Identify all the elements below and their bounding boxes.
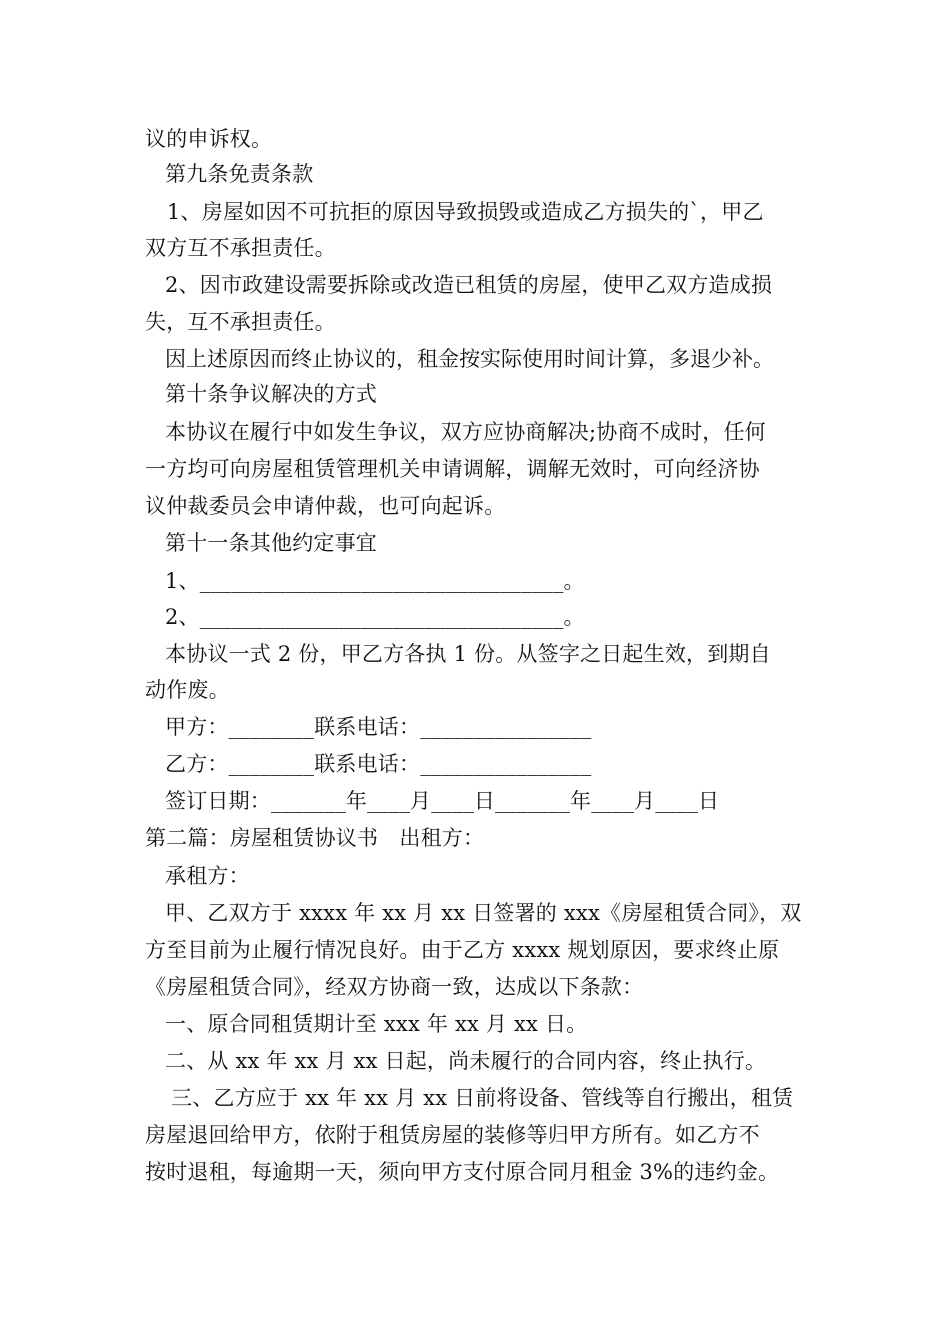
text-line: 本协议一式 2 份，甲乙方各执 1 份。从签字之日起生效，到期自 xyxy=(165,642,771,666)
text-line: 一方均可向房屋租赁管理机关申请调解，调解无效时，可向经济协 xyxy=(145,457,760,481)
text-line: 一、原合同租赁期计至 xxx 年 xx 月 xx 日。 xyxy=(165,1012,588,1036)
text-line: 2、因市政建设需要拆除或改造已租赁的房屋，使甲乙双方造成损 xyxy=(165,273,773,297)
text-line: 甲、乙双方于 xxxx 年 xx 月 xx 日签署的 xxx《房屋租赁合同》，双 xyxy=(165,901,802,925)
text-line: 二、从 xx 年 xx 月 xx 日起，尚未履行的合同内容，终止执行。 xyxy=(165,1049,767,1073)
text-line: 按时退租，每逾期一天，须向甲方支付原合同月租金 3%的违约金。 xyxy=(145,1160,780,1184)
text-line: 方至目前为止履行情况良好。由于乙方 xxxx 规划原因，要求终止原 xyxy=(145,938,780,962)
section-heading: 第九条免责条款 xyxy=(165,162,314,186)
party-b-signature-line: 乙方：________联系电话：________________ xyxy=(165,752,592,776)
text-line: 三、乙方应于 xx 年 xx 月 xx 日前将设备、管线等自行搬出，租赁 xyxy=(171,1086,794,1110)
party-a-signature-line: 甲方：________联系电话：________________ xyxy=(165,715,592,739)
blank-item-1: 1、__________________________________。 xyxy=(165,569,585,593)
text-line: 承租方： xyxy=(165,864,250,888)
text-line: 本协议在履行中如发生争议，双方应协商解决;协商不成时，任何 xyxy=(165,420,766,444)
text-line: 动作废。 xyxy=(145,678,230,702)
text-line: 失，互不承担责任。 xyxy=(145,310,336,334)
text-line: 1、房屋如因不可抗拒的原因导致损毁或造成乙方损失的`，甲乙 xyxy=(167,200,764,224)
text-line: 《房屋租赁合同》，经双方协商一致，达成以下条款： xyxy=(145,975,644,999)
signing-date-line: 签订日期：_______年____月____日_______年____月____日 xyxy=(165,789,720,813)
text-line: 双方互不承担责任。 xyxy=(145,236,336,260)
second-document-title: 第二篇：房屋租赁协议书 出租方： xyxy=(145,826,485,850)
text-line: 议的申诉权。 xyxy=(145,127,273,151)
text-line: 房屋退回给甲方，依附于租赁房屋的装修等归甲方所有。如乙方不 xyxy=(145,1123,760,1147)
text-line: 议仲裁委员会申请仲裁，也可向起诉。 xyxy=(145,494,506,518)
text-line: 因上述原因而终止协议的，租金按实际使用时间计算，多退少补。 xyxy=(165,347,774,371)
blank-item-2: 2、__________________________________。 xyxy=(165,605,585,629)
section-heading: 第十条争议解决的方式 xyxy=(165,382,377,406)
section-heading: 第十一条其他约定事宜 xyxy=(165,531,377,555)
